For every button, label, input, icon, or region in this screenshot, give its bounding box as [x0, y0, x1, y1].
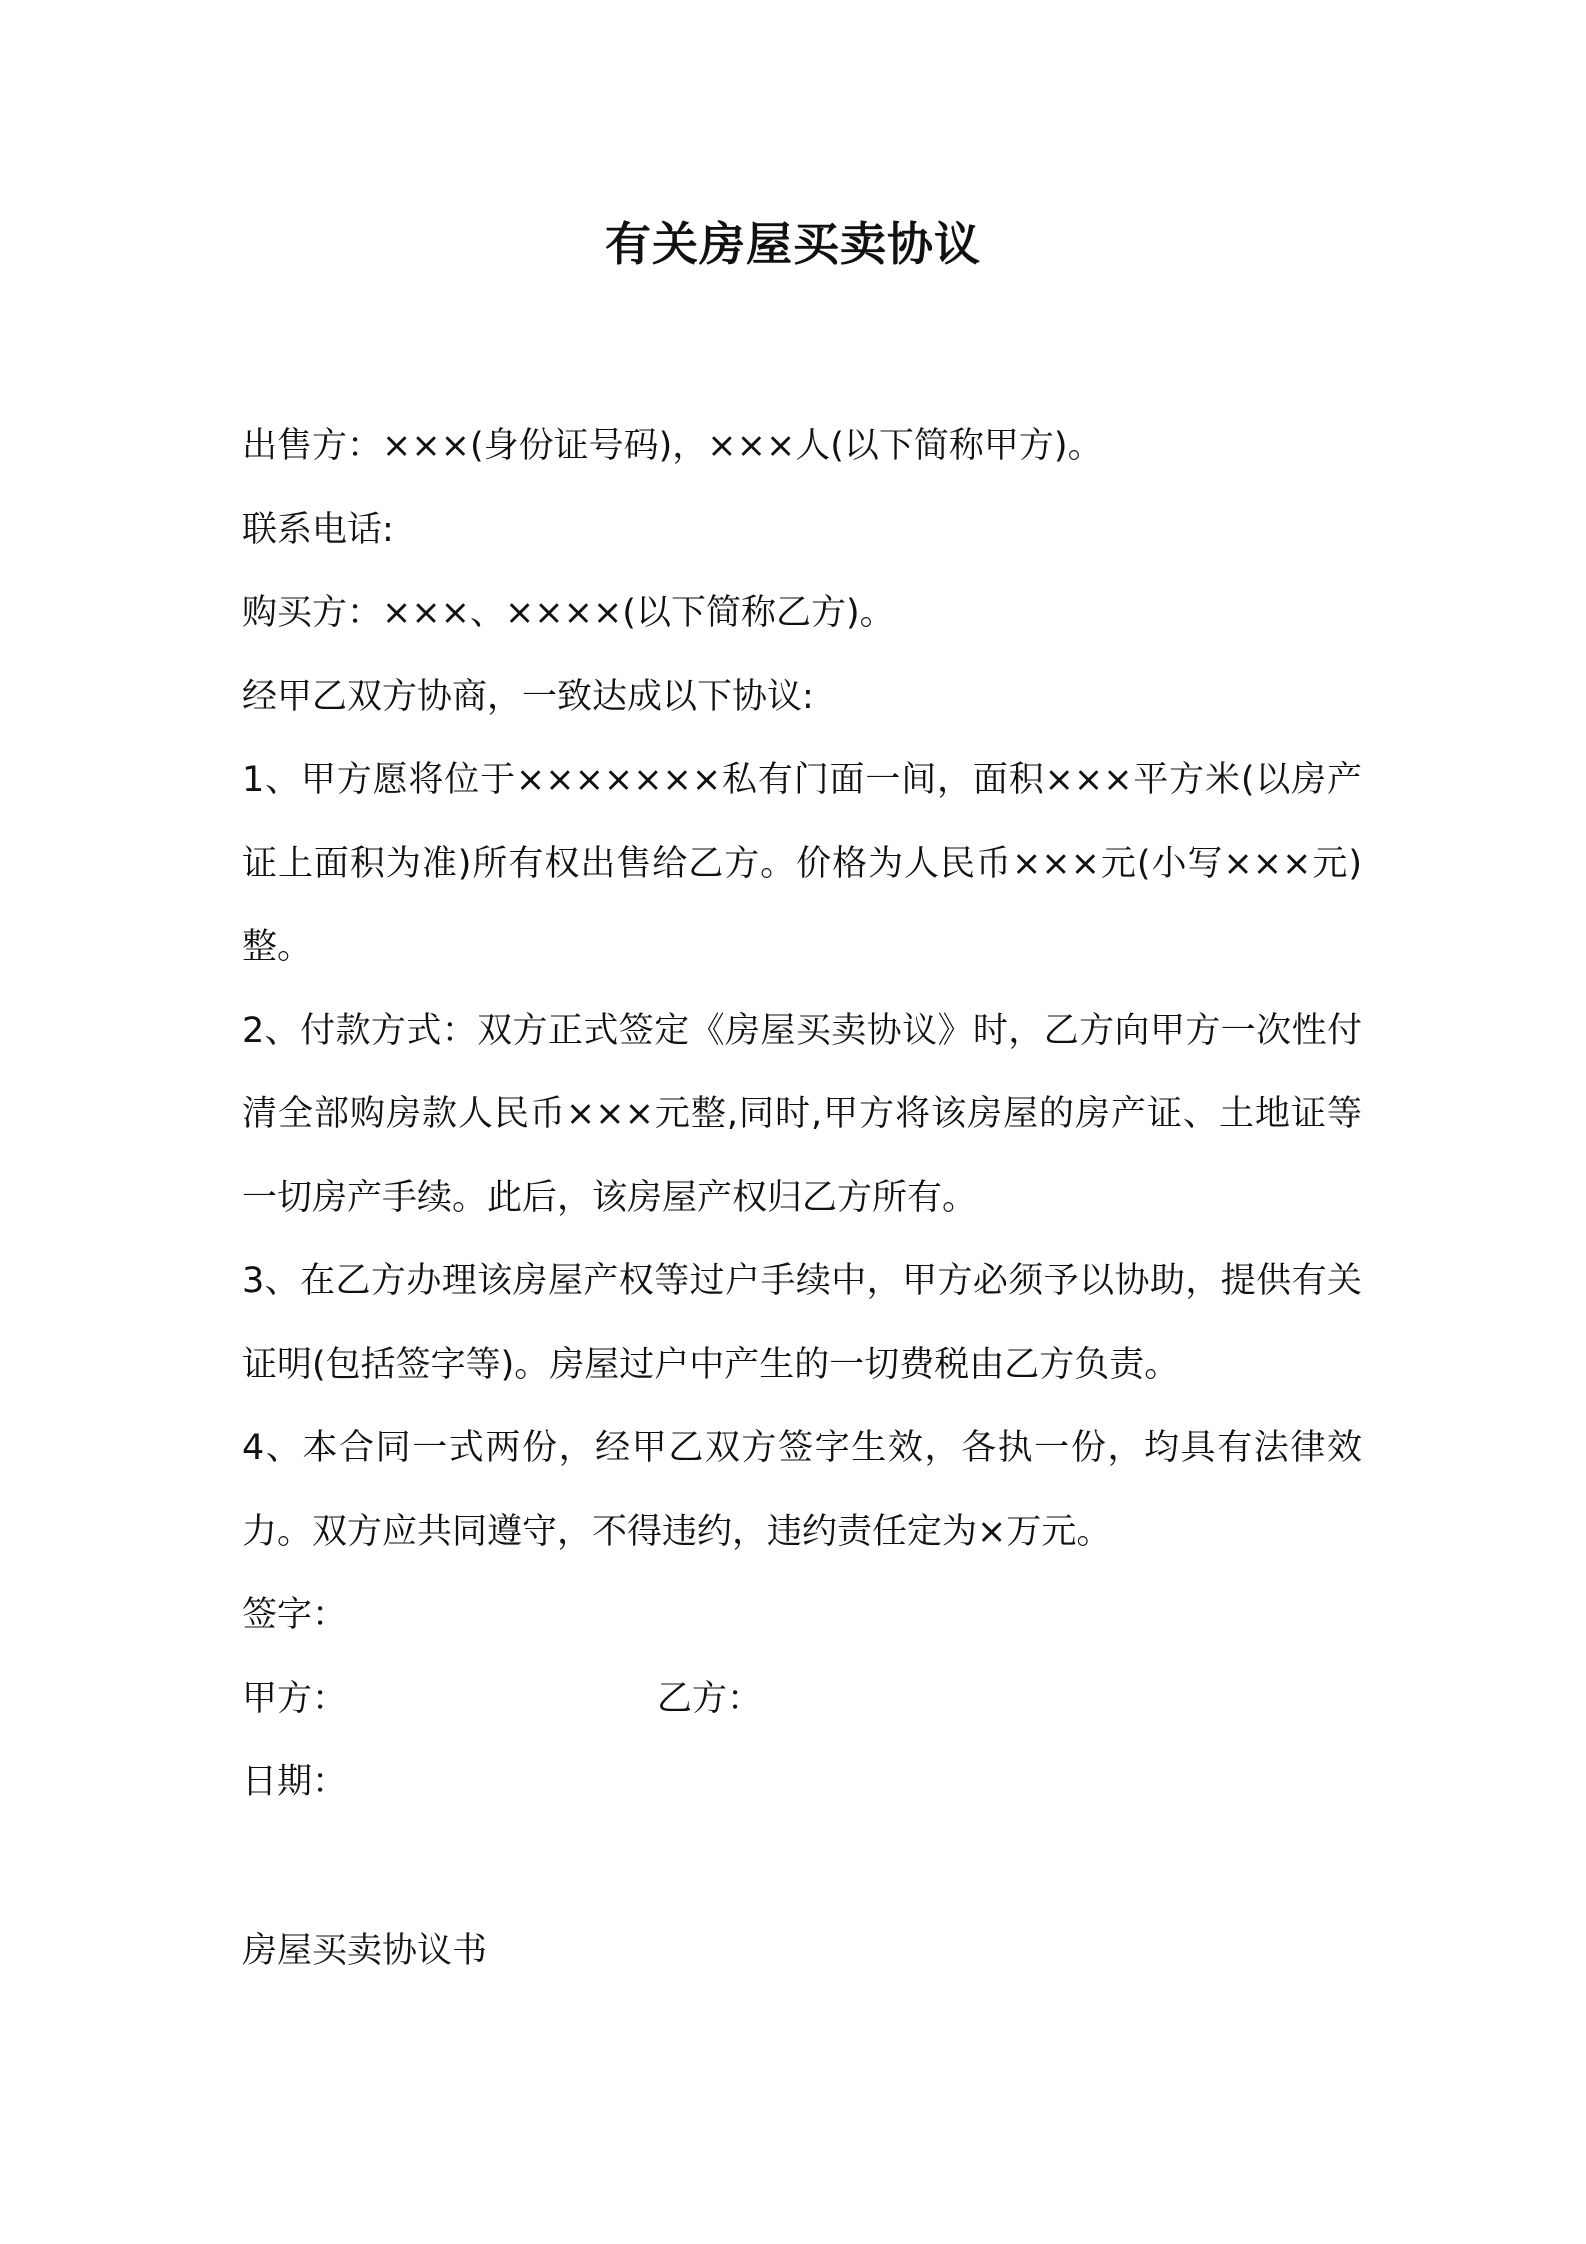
- contact-line: 联系电话:: [242, 509, 394, 550]
- signature-label: 签字：: [242, 1595, 348, 1635]
- footer-title: 房屋买卖协议书: [242, 1931, 488, 1971]
- signature-parties-row: [242, 1658, 1362, 1742]
- document-body: [242, 405, 1362, 1825]
- clause-2: 2、付款方式：双方正式签定《房屋买卖协议》时，乙方向甲方一次性付清全部购房款人民币×××元整,同时,甲方将该房屋的房产证、土地证等一切房产手续。此后，该房屋产权归乙方所有。: [242, 1010, 1362, 1218]
- date-label: 日期：: [242, 1762, 348, 1802]
- buyer-line: 购买方：×××、××××(以下简称乙方)。: [242, 593, 895, 633]
- party-a-label: 甲方：: [242, 1678, 348, 1719]
- clause-3: 3、在乙方办理该房屋产权等过户手续中，甲方必须予以协助，提供有关证明(包括签字等)。房屋过户中产生的一切费税由乙方负责。: [242, 1261, 1362, 1385]
- seller-line: 出售方：×××(身份证号码)，×××人(以下简称甲方)。: [242, 426, 1103, 466]
- clause-1: 1、甲方愿将位于×××××××私有门面一间，面积×××平方米(以房产证上面积为准)所有权出售给乙方。价格为人民币×××元(小写×××元)整。: [242, 760, 1362, 967]
- intro-line: 经甲乙双方协商，一致达成以下协议:: [242, 676, 814, 717]
- party-b-label: 乙方：: [657, 1678, 763, 1719]
- clause-4: 4、本合同一式两份，经甲乙双方签字生效，各执一份，均具有法律效力。双方应共同遵守，不得违约，违约责任定为×万元。: [242, 1428, 1362, 1552]
- document-title: 有关房屋买卖协议: [605, 217, 981, 271]
